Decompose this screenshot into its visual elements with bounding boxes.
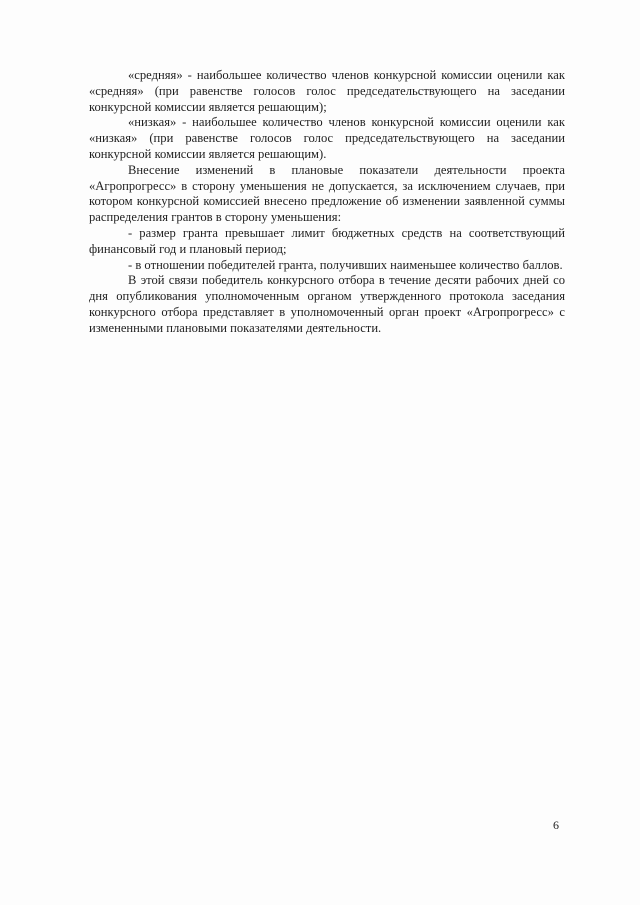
paragraph-criteria-low: «низкая» - наибольшее количество членов конкурсной комиссии оценили как «низкая» (при равенстве голосов голос председательствующего на заседании конкурсной комиссии является решающим). (89, 115, 565, 161)
paragraph-criteria-medium: «средняя» - наибольшее количество членов конкурсной комиссии оценили как «средняя» (при равенстве голосов голос председательствующего на заседании конкурсной комиссии является решающим); (89, 68, 565, 114)
list-item-grant-exceeds-limit: - размер гранта превышает лимит бюджетных средств на соответствующий финансовый год и плановый период; (89, 225, 565, 256)
page-number: 6 (553, 818, 559, 832)
paragraph-winner-obligation: В этой связи победитель конкурсного отбора в течение десяти рабочих дней со дня опубликования уполномоченным органом утвержденного протокола заседания конкурсного отбора представляет в уполномоченный орган проект «Агропрогресс» с измененными плановыми показателями деятельности. (89, 273, 565, 335)
document-body (89, 68, 565, 337)
list-item-lowest-score-winners: - в отношении победителей гранта, получивших наименьшее количество баллов. (128, 257, 563, 272)
paragraph-changes-rule: Внесение изменений в плановые показатели деятельности проекта «Агропрогресс» в сторону уменьшения не допускается, за исключением случаев, при котором конкурсной комиссией внесено предложение об изменении заявленной суммы распределения грантов в сторону уменьшения: (89, 162, 565, 225)
